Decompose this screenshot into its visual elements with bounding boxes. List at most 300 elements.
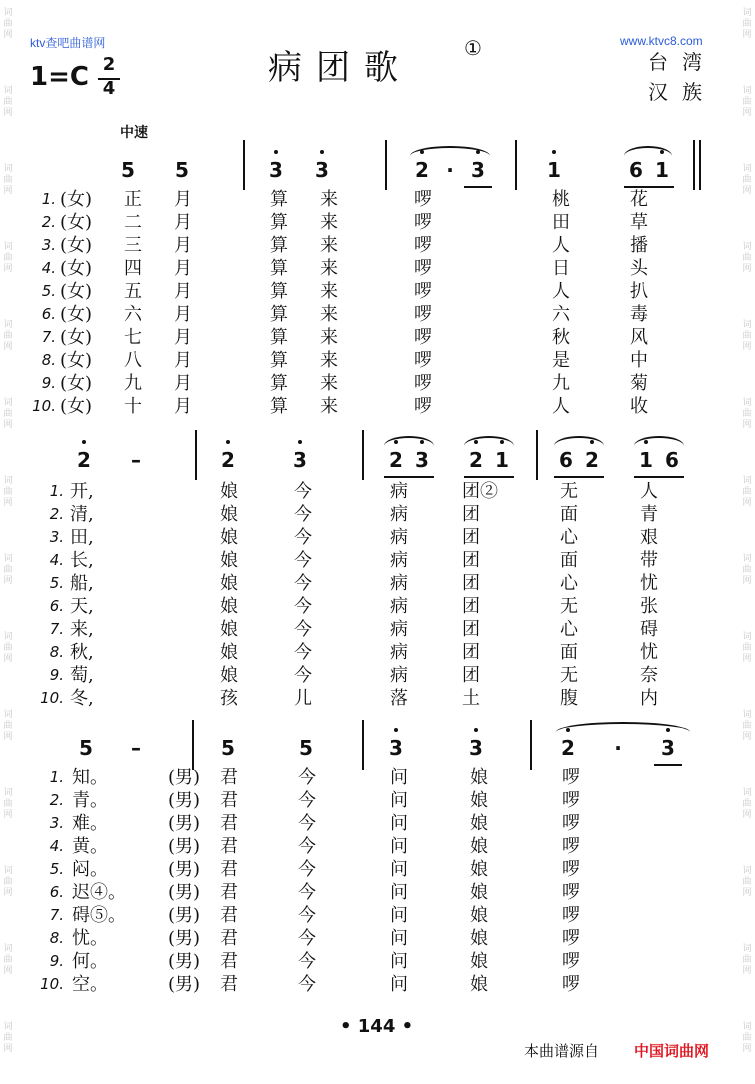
lyric: 菊 <box>630 373 648 394</box>
lyric: 日 <box>552 258 570 279</box>
lyric: 娘 <box>470 790 488 811</box>
watermark-char: 曲 <box>3 331 13 341</box>
verse-number: 8. <box>41 351 56 369</box>
note: 5 <box>79 736 93 760</box>
lyric: (男) <box>168 813 201 834</box>
lyric: (女) <box>60 189 93 210</box>
lyric: 啰 <box>414 327 432 348</box>
watermark-char: 曲 <box>3 955 13 965</box>
lyric: 娘 <box>220 527 238 548</box>
lyric: 孩 <box>220 688 238 709</box>
lyric: 碍⑤。 <box>72 905 126 926</box>
watermark-char: 网 <box>3 342 13 352</box>
watermark-char: 网 <box>742 186 752 196</box>
bar-line <box>195 430 197 480</box>
verse-number: 7. <box>49 620 64 638</box>
lyric: 问 <box>390 905 408 926</box>
watermark-char: 词 <box>742 476 752 486</box>
watermark-char: 曲 <box>3 19 13 29</box>
lyric: 月 <box>174 189 192 210</box>
lyric: (女) <box>60 281 93 302</box>
slur <box>624 146 672 156</box>
watermark-char: 词 <box>742 632 752 642</box>
lyric: 心 <box>560 573 578 594</box>
lyric: 今 <box>298 974 316 995</box>
verse-number: 10. <box>32 397 56 415</box>
page-number: • 144 • <box>340 1016 414 1037</box>
bar-line <box>362 430 364 480</box>
note: 3 <box>262 158 290 182</box>
lyric: 迟④。 <box>72 882 126 903</box>
note: 3 <box>462 736 490 760</box>
lyric: 萄, <box>70 665 94 686</box>
lyric: 团 <box>462 642 480 663</box>
watermark-char: 曲 <box>742 331 752 341</box>
lyric: 带 <box>640 550 658 571</box>
lyric: 今 <box>298 882 316 903</box>
note: 5 <box>121 158 135 182</box>
lyric: 月 <box>174 350 192 371</box>
watermark-char: 词 <box>3 866 13 876</box>
lyric: 来 <box>320 350 338 371</box>
lyric: 月 <box>174 281 192 302</box>
lyric: 八 <box>124 350 142 371</box>
lyric: 团 <box>462 573 480 594</box>
watermark-char: 网 <box>3 498 13 508</box>
watermark-char: 词 <box>3 788 13 798</box>
verse-number: 5. <box>49 574 64 592</box>
lyric: 艰 <box>640 527 658 548</box>
watermark-char: 网 <box>742 888 752 898</box>
lyric: (男) <box>168 951 201 972</box>
watermark-char: 曲 <box>3 799 13 809</box>
lyric: 毒 <box>630 304 648 325</box>
lyric: 今 <box>294 550 312 571</box>
watermark-char: 曲 <box>742 175 752 185</box>
lyric: 娘 <box>220 642 238 663</box>
watermark-char: 网 <box>742 108 752 118</box>
lyric: 啰 <box>414 281 432 302</box>
lyric: 算 <box>270 235 288 256</box>
bar-line <box>530 720 532 770</box>
lyric: 忧。 <box>72 928 108 949</box>
lyric: 六 <box>552 304 570 325</box>
lyric: 娘 <box>220 596 238 617</box>
lyric: 啰 <box>414 396 432 417</box>
lyric: 今 <box>294 573 312 594</box>
lyric: 今 <box>298 905 316 926</box>
lyric: 啰 <box>562 813 580 834</box>
verse-number: 8. <box>49 643 64 661</box>
lyric: (女) <box>60 373 93 394</box>
lyric: 忧 <box>640 642 658 663</box>
dot: · <box>614 736 622 760</box>
watermark-char: 词 <box>3 632 13 642</box>
lyric: 团 <box>462 619 480 640</box>
lyric: 君 <box>220 813 238 834</box>
watermark-char: 曲 <box>3 877 13 887</box>
lyric: 四 <box>124 258 142 279</box>
lyric: (女) <box>60 304 93 325</box>
underline <box>554 476 604 478</box>
lyric: 病 <box>390 481 408 502</box>
lyric: 桃 <box>552 189 570 210</box>
lyric: 人 <box>552 235 570 256</box>
lyric: 算 <box>270 212 288 233</box>
lyric: 无 <box>560 665 578 686</box>
lyric: 秋 <box>552 327 570 348</box>
watermark-char: 词 <box>3 242 13 252</box>
note: – <box>131 736 141 760</box>
watermark-char: 词 <box>742 320 752 330</box>
lyric: 今 <box>294 504 312 525</box>
lyric: 面 <box>560 550 578 571</box>
dot: · <box>446 158 454 182</box>
watermark-char: 网 <box>742 498 752 508</box>
lyric: 啰 <box>562 905 580 926</box>
lyric: (男) <box>168 882 201 903</box>
lyric: 君 <box>220 836 238 857</box>
verse-number: 10. <box>40 975 64 993</box>
lyric: 啰 <box>414 373 432 394</box>
note: 2 <box>554 736 582 760</box>
lyric: 病 <box>390 550 408 571</box>
lyric: 今 <box>294 527 312 548</box>
lyric: 青。 <box>72 790 108 811</box>
lyric: 娘 <box>220 504 238 525</box>
lyric: (女) <box>60 212 93 233</box>
verse-number: 6. <box>41 305 56 323</box>
lyric: 啰 <box>414 304 432 325</box>
note: 6 <box>665 448 679 472</box>
lyric: 来 <box>320 212 338 233</box>
lyric: 啰 <box>562 882 580 903</box>
watermark-char: 词 <box>3 8 13 18</box>
lyric: 月 <box>174 304 192 325</box>
lyric: 啰 <box>414 235 432 256</box>
note: 1 <box>488 448 516 472</box>
lyric: (女) <box>60 396 93 417</box>
verse-number: 4. <box>49 837 64 855</box>
lyric: 啰 <box>562 928 580 949</box>
watermark-char: 曲 <box>742 97 752 107</box>
watermark-char: 网 <box>742 1044 752 1054</box>
note: 3 <box>286 448 314 472</box>
watermark-char: 词 <box>3 710 13 720</box>
watermark-char: 网 <box>742 654 752 664</box>
lyric: 月 <box>174 212 192 233</box>
lyric: 今 <box>298 790 316 811</box>
watermark-char: 曲 <box>3 253 13 263</box>
lyric: 君 <box>220 905 238 926</box>
lyric: 算 <box>270 258 288 279</box>
time-signature-top: 2 <box>102 54 116 75</box>
note: 3 <box>382 736 410 760</box>
lyric: 啰 <box>414 258 432 279</box>
watermark-char: 曲 <box>742 877 752 887</box>
watermark-char: 词 <box>742 242 752 252</box>
verse-number: 7. <box>49 906 64 924</box>
watermark-char: 曲 <box>742 643 752 653</box>
verse-number: 3. <box>49 814 64 832</box>
lyric: 田 <box>552 212 570 233</box>
watermark-char: 网 <box>3 30 13 40</box>
watermark-char: 曲 <box>3 1033 13 1043</box>
lyric: 田, <box>70 527 94 548</box>
lyric: (男) <box>168 836 201 857</box>
lyric: 娘 <box>470 974 488 995</box>
lyric: 问 <box>390 790 408 811</box>
lyric: 算 <box>270 396 288 417</box>
lyric: 娘 <box>220 619 238 640</box>
verse-number: 1. <box>41 190 56 208</box>
watermark-char: 词 <box>742 944 752 954</box>
lyric: 团② <box>462 481 498 502</box>
lyric: 团 <box>462 596 480 617</box>
watermark-char: 网 <box>742 966 752 976</box>
watermark-char: 网 <box>3 888 13 898</box>
lyric: 君 <box>220 767 238 788</box>
watermark-char: 网 <box>3 810 13 820</box>
lyric: (男) <box>168 974 201 995</box>
note: 2 <box>578 448 606 472</box>
watermark-char: 词 <box>3 1022 13 1032</box>
lyric: 奈 <box>640 665 658 686</box>
lyric: 啰 <box>562 859 580 880</box>
lyric: (男) <box>168 905 201 926</box>
lyric: 人 <box>552 396 570 417</box>
verse-number: 9. <box>49 952 64 970</box>
watermark-char: 词 <box>742 1022 752 1032</box>
lyric: 无 <box>560 596 578 617</box>
lyric: (女) <box>60 235 93 256</box>
lyric: 问 <box>390 859 408 880</box>
watermark-char: 曲 <box>3 175 13 185</box>
lyric: (女) <box>60 258 93 279</box>
bar-line <box>362 720 364 770</box>
lyric: 娘 <box>470 836 488 857</box>
lyric: 月 <box>174 235 192 256</box>
lyric: 团 <box>462 665 480 686</box>
watermark-char: 曲 <box>742 721 752 731</box>
watermark-char: 曲 <box>742 565 752 575</box>
note: 5 <box>175 158 189 182</box>
lyric: 人 <box>552 281 570 302</box>
lyric: 今 <box>298 813 316 834</box>
slur <box>384 436 434 446</box>
verse-number: 1. <box>49 482 64 500</box>
lyric: (男) <box>168 767 201 788</box>
lyric: 天, <box>70 596 94 617</box>
lyric: 来 <box>320 189 338 210</box>
lyric: 今 <box>298 836 316 857</box>
verse-number: 2. <box>49 791 64 809</box>
watermark-char: 网 <box>742 810 752 820</box>
watermark-char: 词 <box>742 8 752 18</box>
time-signature-bottom: 4 <box>102 78 116 99</box>
lyric: 娘 <box>470 859 488 880</box>
title-footnote-mark: ① <box>464 36 482 60</box>
lyric: 六 <box>124 304 142 325</box>
lyric: 心 <box>560 619 578 640</box>
lyric: 月 <box>174 258 192 279</box>
lyric: 今 <box>294 619 312 640</box>
key-signature: 1=C <box>30 62 89 92</box>
lyric: 花 <box>630 189 648 210</box>
slur <box>554 436 604 446</box>
watermark-char: 曲 <box>3 487 13 497</box>
bar-line <box>192 720 194 770</box>
lyric: 今 <box>298 951 316 972</box>
lyric: 啰 <box>562 790 580 811</box>
note: 1 <box>632 448 660 472</box>
lyric: 团 <box>462 550 480 571</box>
lyric: 来 <box>320 327 338 348</box>
source-url-right: www.ktvc8.com <box>620 34 703 48</box>
lyric: 二 <box>124 212 142 233</box>
lyric: 啰 <box>562 974 580 995</box>
verse-number: 4. <box>41 259 56 277</box>
watermark-char: 网 <box>3 1044 13 1054</box>
lyric: 知。 <box>72 767 108 788</box>
watermark-char: 网 <box>742 342 752 352</box>
slur <box>634 436 684 446</box>
watermark-char: 词 <box>742 788 752 798</box>
lyric: 病 <box>390 504 408 525</box>
watermark-char: 曲 <box>742 1033 752 1043</box>
lyric: 长, <box>70 550 94 571</box>
watermark-char: 词 <box>3 554 13 564</box>
lyric: 土 <box>462 688 480 709</box>
verse-number: 6. <box>49 597 64 615</box>
lyric: 君 <box>220 951 238 972</box>
lyric: 九 <box>552 373 570 394</box>
note: 2 <box>462 448 490 472</box>
note: 3 <box>408 448 436 472</box>
lyric: 啰 <box>414 212 432 233</box>
lyric: (男) <box>168 928 201 949</box>
lyric: 团 <box>462 527 480 548</box>
watermark-char: 网 <box>3 576 13 586</box>
underline <box>634 476 684 478</box>
note: 2 <box>382 448 410 472</box>
lyric: 娘 <box>470 951 488 972</box>
watermark-char: 曲 <box>742 487 752 497</box>
lyric: 来, <box>70 619 94 640</box>
note: 2 <box>408 158 436 182</box>
lyric: 娘 <box>220 481 238 502</box>
lyric: 张 <box>640 596 658 617</box>
lyric: 来 <box>320 373 338 394</box>
lyric: 病 <box>390 642 408 663</box>
lyric: 内 <box>640 688 658 709</box>
lyric: 问 <box>390 882 408 903</box>
lyric: 碍 <box>640 619 658 640</box>
bar-line <box>515 140 517 190</box>
verse-number: 9. <box>49 666 64 684</box>
verse-number: 3. <box>49 528 64 546</box>
watermark-char: 网 <box>742 30 752 40</box>
source-url-left: ktv查吧曲谱网 <box>30 36 106 50</box>
lyric: (男) <box>168 790 201 811</box>
lyric: 来 <box>320 258 338 279</box>
watermark-char: 曲 <box>3 565 13 575</box>
lyric: 算 <box>270 304 288 325</box>
verse-number: 4. <box>49 551 64 569</box>
bar-line <box>693 140 695 190</box>
lyric: (男) <box>168 859 201 880</box>
note: 1 <box>648 158 676 182</box>
watermark-char: 网 <box>742 576 752 586</box>
lyric: 秋, <box>70 642 94 663</box>
watermark-char: 曲 <box>742 409 752 419</box>
lyric: 病 <box>390 573 408 594</box>
watermark-char: 词 <box>742 866 752 876</box>
bar-line <box>699 140 701 190</box>
lyric: (女) <box>60 327 93 348</box>
lyric: 问 <box>390 974 408 995</box>
watermark-char: 网 <box>3 966 13 976</box>
watermark-char: 网 <box>3 186 13 196</box>
lyric: 船, <box>70 573 94 594</box>
lyric: 风 <box>630 327 648 348</box>
watermark-char: 词 <box>3 944 13 954</box>
lyric: 娘 <box>220 550 238 571</box>
lyric: 病 <box>390 596 408 617</box>
lyric: 啰 <box>414 350 432 371</box>
lyric: 开, <box>70 481 94 502</box>
lyric: 问 <box>390 951 408 972</box>
lyric: 头 <box>630 258 648 279</box>
note: 6 <box>559 448 573 472</box>
lyric: 是 <box>552 350 570 371</box>
song-title: 病团歌 <box>268 48 412 88</box>
note: 3 <box>654 736 682 760</box>
lyric: 娘 <box>470 767 488 788</box>
lyric: 娘 <box>470 905 488 926</box>
lyric: 算 <box>270 327 288 348</box>
lyric: 问 <box>390 836 408 857</box>
watermark-char: 词 <box>742 398 752 408</box>
verse-number: 6. <box>49 883 64 901</box>
lyric: 娘 <box>470 813 488 834</box>
lyric: 十 <box>124 396 142 417</box>
lyric: 扒 <box>630 281 648 302</box>
lyric: 来 <box>320 235 338 256</box>
lyric: 黄。 <box>72 836 108 857</box>
watermark-char: 曲 <box>742 19 752 29</box>
verse-number: 2. <box>49 505 64 523</box>
lyric: 啰 <box>414 189 432 210</box>
lyric: 君 <box>220 974 238 995</box>
lyric: 闷。 <box>72 859 108 880</box>
watermark-char: 词 <box>742 710 752 720</box>
watermark-char: 网 <box>3 264 13 274</box>
watermark-char: 网 <box>3 420 13 430</box>
note: 5 <box>221 736 235 760</box>
lyric: 啰 <box>562 767 580 788</box>
lyric: 无 <box>560 481 578 502</box>
lyric: 月 <box>174 373 192 394</box>
lyric: 君 <box>220 882 238 903</box>
watermark-char: 网 <box>3 654 13 664</box>
watermark-char: 曲 <box>3 643 13 653</box>
lyric: 九 <box>124 373 142 394</box>
lyric: 娘 <box>470 882 488 903</box>
lyric: 算 <box>270 281 288 302</box>
verse-number: 5. <box>41 282 56 300</box>
note: 6 <box>629 158 643 182</box>
